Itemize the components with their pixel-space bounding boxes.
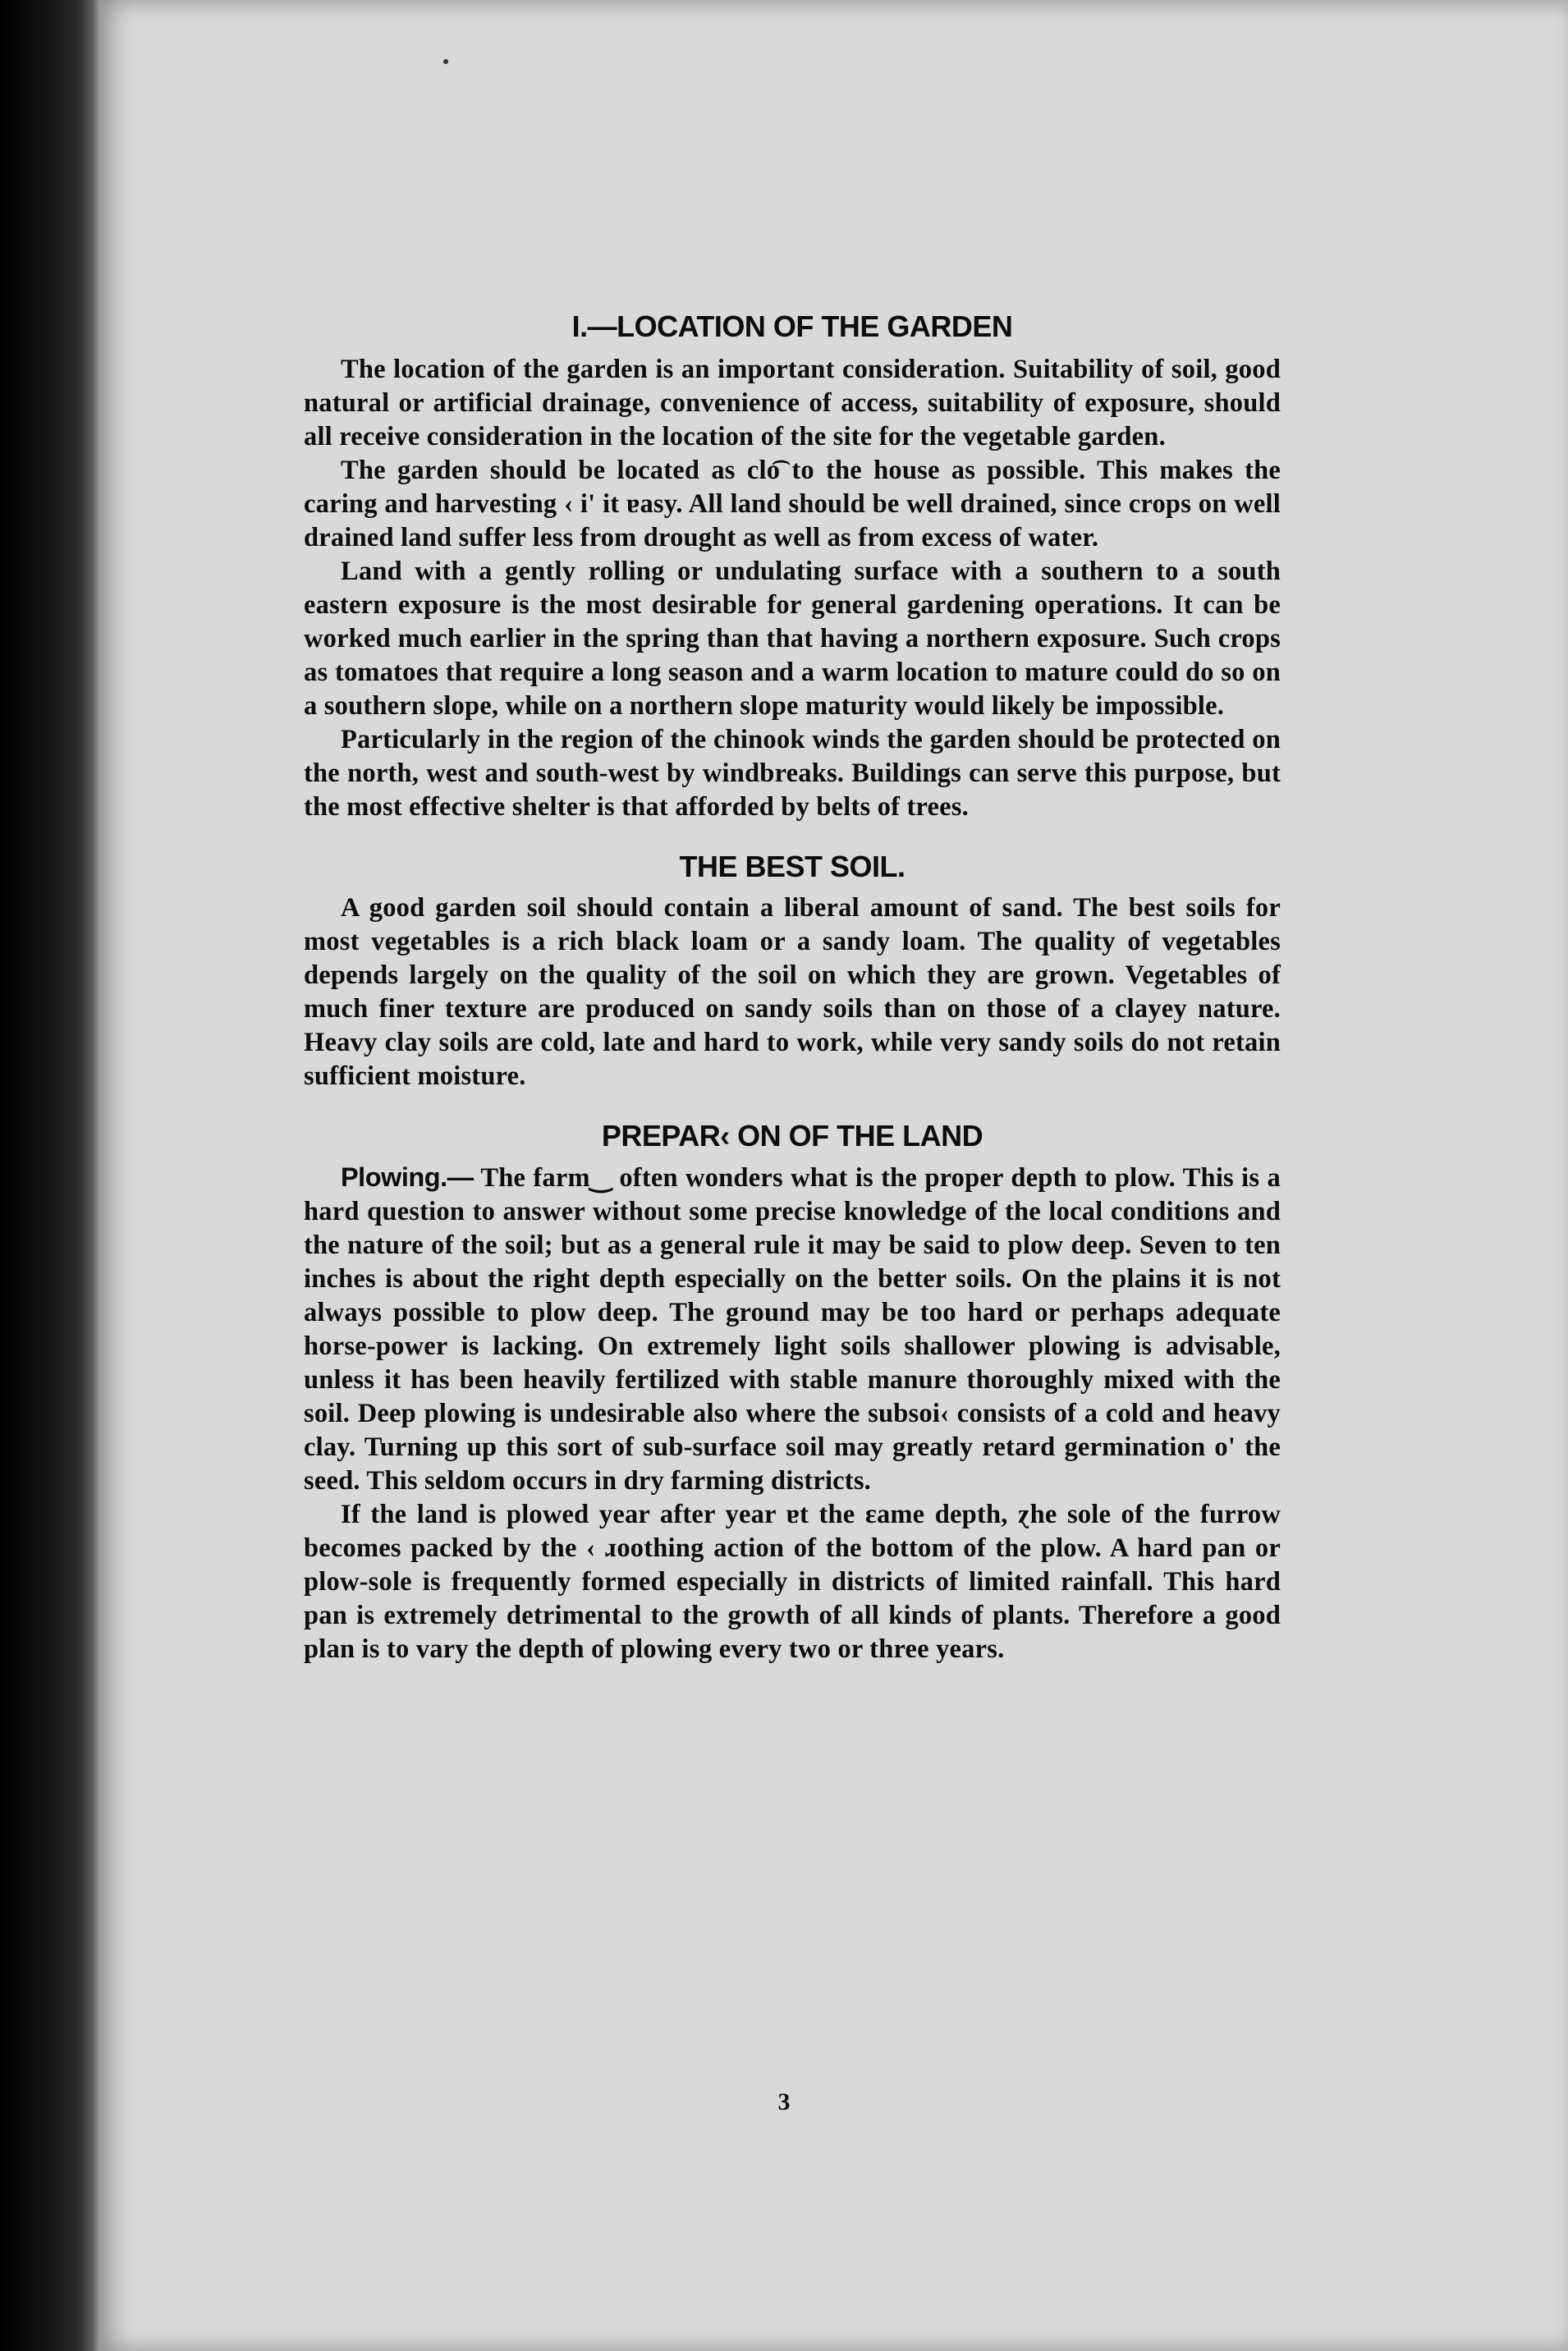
section-heading-preparation: PREPAR‹ ON OF THE LAND xyxy=(601,1119,983,1153)
paragraph-location-2: The garden should be located as clo͡͡ to the house as possible. This makes the caring and harvesting ‹ i' it ɐasy. All land should be well drained, since crops on well drained land suffer less from drought as well as from excess of water. xyxy=(304,456,1281,552)
paragraph-plowing-2: If the land is plowed year after year ɐt the ɛame depth, ɀhe sole of the furrow becomes packed by the ‹ ɹoothing action of the bottom of the plow. A hard pan or plow-sole is frequently formed especially in districts of limited rainfall. This hard pan is extremely detrimental to the growth of all kinds of plants. Therefore a good plan is to vary the depth of plowing every two or three years. xyxy=(304,1500,1281,1664)
paragraph-plowing-1 xyxy=(304,1161,1281,1498)
plowing-run-in-heading: Plowing.— xyxy=(341,1162,474,1192)
print-speck xyxy=(443,59,448,64)
paragraph-plowing-1-text: The farm‿ often wonders what is the proper depth to plow. This is a hard question to answer without some precise knowledge of the local conditions and the nature of the soil; but as a general rule it may be said to plow deep. Seven to ten inches is about the right depth especially on the better soils. On the plains it is not always possible to plow deep. The ground may be too hard or perhaps adequate horse-power is lacking. On extremely light soils shallower plowing is advisable, unless it has been heavily fertilized with stable manure thoroughly mixed with the soil. Deep plowing is undesirable also where the subsoi‹ consists of a cold and heavy clay. Turning up this sort of sub-surface soil may greatly retard germination o' the seed. This seldom occurs in dry farming districts. xyxy=(304,1163,1281,1496)
paragraph-location-4: Particularly in the region of the chinook winds the garden should be protected on the north, west and south-west by windbreaks. Buildings can serve this purpose, but the most effective shelter is that afforded by belts of trees. xyxy=(304,725,1281,822)
section-heading-soil: THE BEST SOIL. xyxy=(679,850,905,883)
page-number: 3 xyxy=(777,2088,791,2115)
section-heading-location: I.—LOCATION OF THE GARDEN xyxy=(571,309,1013,343)
paragraph-location-1: The location of the garden is an important consideration. Suitability of soil, good natural or artificial drainage, convenience of access, suitability of exposure, should all receive consideration in the location of the site for the vegetable garden. xyxy=(304,355,1281,451)
paragraph-location-3: Land with a gently rolling or undulating surface with a southern to a south eastern exposure is the most desirable for general gardening operations. It can be worked much earlier in the spring than that having a northern exposure. Such crops as tomatoes that require a long season and a warm location to mature could do so on a southern slope, while on a northern slope maturity would likely be impossible. xyxy=(304,557,1281,721)
text-column xyxy=(304,296,1281,1666)
paragraph-soil-1: A good garden soil should contain a liberal amount of sand. The best soils for most vegetables is a rich black loam or a sandy loam. The quality of vegetables depends largely on the quality of the soil on which they are grown. Vegetables of much finer texture are produced on sandy soils than on those of a clayey nature. Heavy clay soils are cold, late and hard to work, while very sandy soils do not retain sufficient moisture. xyxy=(304,893,1281,1091)
book-spine xyxy=(0,0,105,2351)
